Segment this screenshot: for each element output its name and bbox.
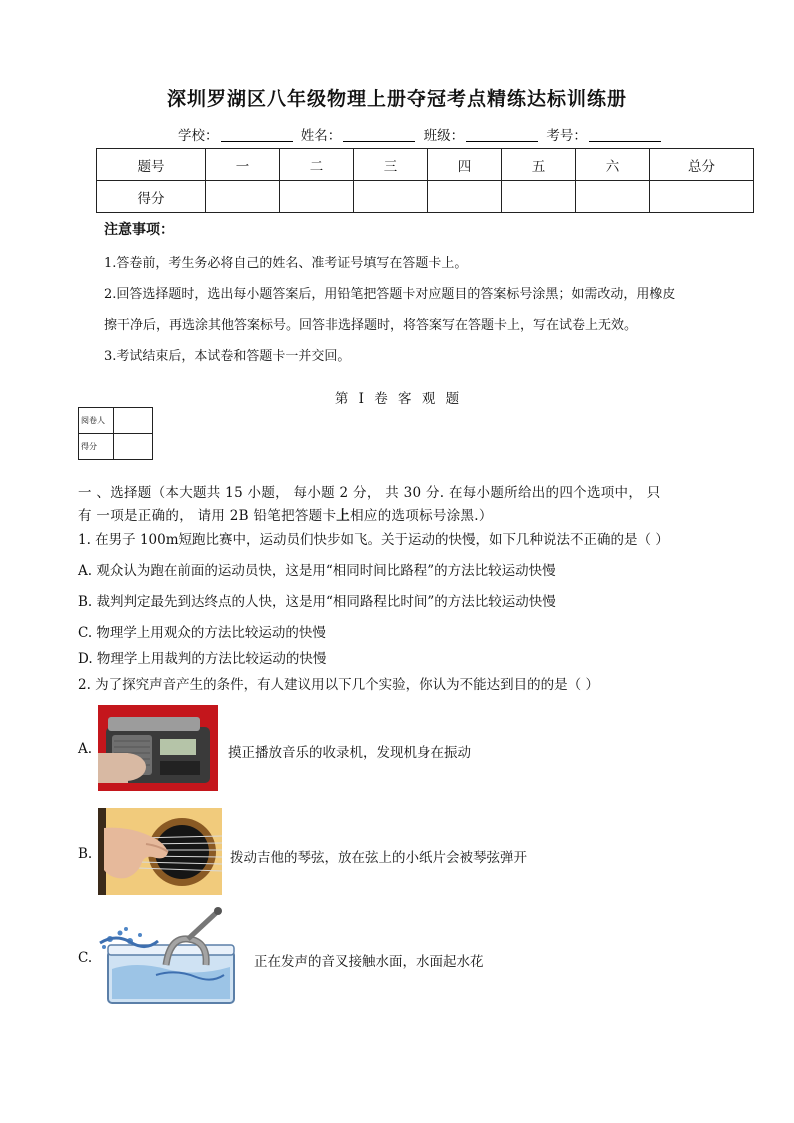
score-header-cell: 六 (576, 149, 650, 181)
grader-table (78, 407, 153, 460)
question-2-stem: 2. 为了探究声音产生的条件，有人建议用以下几个实验，你认为不能达到目的的是（ ） (78, 677, 599, 693)
grader-score-label: 得分 (79, 434, 114, 460)
score-cell[interactable] (280, 181, 354, 213)
class-blank (466, 129, 538, 142)
name-blank (343, 129, 415, 142)
question-2-option-b-text[interactable]: 拨动吉他的琴弦，放在弦上的小纸片会被琴弦弹开 (230, 850, 527, 866)
score-table-score-row (97, 181, 754, 213)
part1-instructions-line1: 一 、选择题（本大题共 15 小题， 每小题 2 分， 共 30 分. 在每小题所给出的四个选项中， 只 (78, 485, 661, 501)
score-header-cell: 二 (280, 149, 354, 181)
exam-no-blank (589, 129, 661, 142)
part1-instructions-text-end: 相应的选项标号涂黑.） (350, 508, 493, 524)
score-cell[interactable] (428, 181, 502, 213)
school-blank (221, 129, 293, 142)
page-title: 深圳罗湖区八年级物理上册夺冠考点精练达标训练册 (166, 88, 627, 110)
score-header-cell: 题号 (97, 149, 206, 181)
exam-no-label: 考号： (546, 128, 587, 144)
question-2-option-a-letter[interactable]: A. (78, 741, 93, 757)
score-table-header-row (97, 149, 754, 181)
radio-image (98, 705, 218, 791)
question-1-option-b[interactable]: B. 裁判判定最先到达终点的人快，这是用“相同路程比时间”的方法比较运动快慢 (78, 594, 556, 610)
grader-label: 阅卷人 (79, 408, 114, 434)
question-2-option-a-text[interactable]: 摸正播放音乐的收录机，发现机身在振动 (228, 745, 471, 761)
section-title: 第 I 卷 客 观 题 (334, 391, 460, 407)
score-cell[interactable] (502, 181, 576, 213)
school-label: 学校： (178, 128, 219, 144)
question-1-stem: 1. 在男子 100m短跑比赛中，运动员们快步如飞。关于运动的快慢，如下几种说法不正确的是（ ） (78, 532, 669, 548)
student-info-line (178, 124, 665, 144)
score-cell[interactable] (650, 181, 754, 213)
notice-item: 3.考试结束后，本试卷和答题卡一并交回。 (104, 349, 351, 364)
question-1-option-d[interactable]: D. 物理学上用裁判的方法比较运动的快慢 (78, 651, 327, 667)
score-cell[interactable] (206, 181, 280, 213)
notice-item: 2.回答选择题时，选出每小题答案后，用铅笔把答题卡对应题目的答案标号涂黑；如需改动，用橡皮 (104, 287, 676, 302)
score-header-cell: 三 (354, 149, 428, 181)
notice-title: 注意事项： (104, 222, 174, 238)
score-header-cell: 四 (428, 149, 502, 181)
notice-item: 1.答卷前，考生务必将自己的姓名、准考证号填写在答题卡上。 (104, 256, 468, 271)
score-cell[interactable] (354, 181, 428, 213)
score-cell[interactable] (576, 181, 650, 213)
notice-item: 擦干净后，再选涂其他答案标号。回答非选择题时，将答案写在答题卡上，写在试卷上无效。 (104, 318, 638, 333)
grader-score-cell[interactable] (114, 434, 153, 460)
grader-cell[interactable] (114, 408, 153, 434)
tuning-fork-water-image (96, 905, 246, 1007)
score-table (96, 148, 754, 213)
question-2-option-c-letter[interactable]: C. (78, 950, 93, 966)
question-2-option-b-letter[interactable]: B. (78, 846, 93, 862)
part1-instructions-bold: 上 (336, 508, 351, 524)
guitar-image (98, 808, 222, 895)
part1-instructions-line2 (78, 504, 493, 524)
question-2-option-c-text[interactable]: 正在发声的音叉接触水面，水面起水花 (254, 954, 484, 970)
name-label: 姓名： (300, 128, 342, 144)
question-1-option-c[interactable]: C. 物理学上用观众的方法比较运动的快慢 (78, 625, 326, 641)
question-1-option-a[interactable]: A. 观众认为跑在前面的运动员快，这是用“相同时间比路程”的方法比较运动快慢 (78, 563, 556, 579)
score-row-label: 得分 (97, 181, 206, 213)
score-header-cell: 五 (502, 149, 576, 181)
class-label: 班级： (423, 128, 465, 144)
score-header-cell: 一 (206, 149, 280, 181)
score-header-cell: 总分 (650, 149, 754, 181)
part1-instructions-text: 有 一项是正确的， 请用 2B 铅笔把答题卡 (78, 508, 337, 524)
